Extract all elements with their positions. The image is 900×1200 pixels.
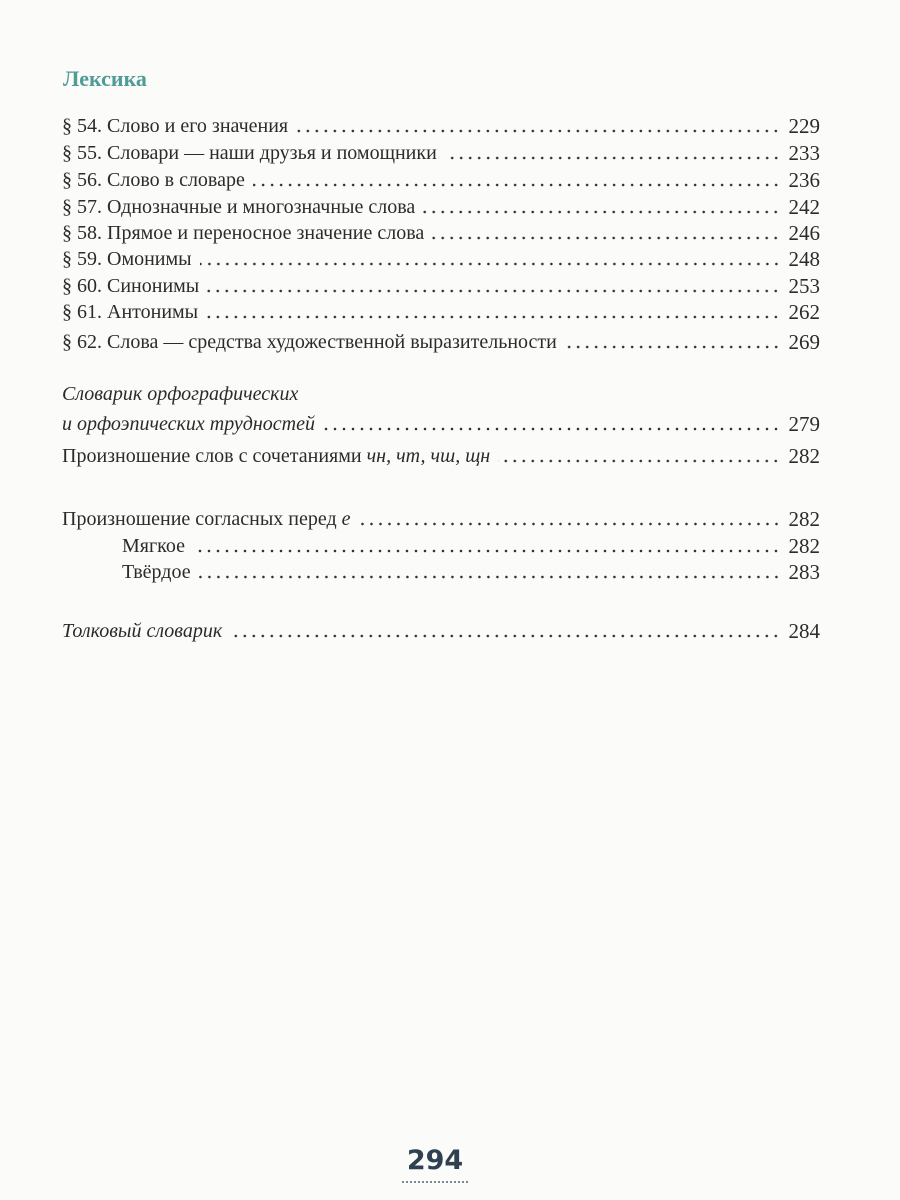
toc-entry-page: 282 xyxy=(788,444,820,468)
toc-entry-label: Толковый словарик xyxy=(62,620,223,642)
dot-leader xyxy=(432,236,780,240)
toc-entry-page: 242 xyxy=(788,195,820,219)
toc-entry-page: 248 xyxy=(788,247,820,271)
toc-entry-page: 282 xyxy=(788,534,820,558)
toc-entry-page: 233 xyxy=(788,141,820,165)
letter-e: е xyxy=(341,508,351,530)
toc-entry-page: 282 xyxy=(788,507,820,531)
toc-entry-label: Мягкое xyxy=(122,535,186,557)
toc-entry-label xyxy=(62,507,351,531)
toc-entry-page: 229 xyxy=(788,114,820,138)
toc-entry-label: § 62. Слова — средства художественной выразительности xyxy=(62,331,557,353)
toc-entry-label: § 57. Однозначные и многозначные слова xyxy=(62,196,416,218)
dot-leader xyxy=(199,575,781,579)
dot-leader xyxy=(323,427,781,431)
toc-entry-label: § 58. Прямое и переносное значение слова xyxy=(62,222,425,244)
toc-entry[interactable] xyxy=(62,166,820,192)
toc-entry[interactable] xyxy=(62,328,820,354)
dot-leader xyxy=(423,210,780,214)
toc-entry-page: 283 xyxy=(788,560,820,584)
spelling-dict-title-line1: Словарик орфографических xyxy=(62,383,299,405)
section-heading: Лексика xyxy=(63,66,147,91)
toc-entry[interactable] xyxy=(62,112,820,138)
toc-entry-page: 284 xyxy=(788,619,820,643)
toc-entry[interactable] xyxy=(62,193,820,219)
dot-leader xyxy=(230,634,780,638)
toc-entry-label: § 60. Синонимы xyxy=(62,275,200,297)
toc-entry-label: § 59. Омонимы xyxy=(62,248,192,270)
dot-leader xyxy=(193,549,780,553)
toc-entry-spelling-dict[interactable] xyxy=(62,410,820,436)
toc-entry[interactable] xyxy=(62,219,820,245)
dot-leader xyxy=(565,345,781,349)
page-number-underline xyxy=(402,1181,468,1185)
dot-leader xyxy=(359,522,781,526)
toc-entry-page: 253 xyxy=(788,274,820,298)
toc-entry-page: 246 xyxy=(788,221,820,245)
toc-entry-label: Твёрдое xyxy=(122,561,191,583)
toc-entry-pronunciation-combos[interactable] xyxy=(62,442,820,468)
dot-leader xyxy=(296,129,780,133)
dot-leader xyxy=(200,262,781,266)
toc-entry-consonants-before-e[interactable] xyxy=(62,505,820,531)
toc-entry-page: 236 xyxy=(788,168,820,192)
toc-entry-label: § 54. Слово и его значения xyxy=(62,115,289,137)
dot-leader xyxy=(207,289,780,293)
letter-combos: чн, чт, чш, щн xyxy=(366,445,491,467)
dot-leader xyxy=(253,183,781,187)
toc-entry-explanatory-dict[interactable] xyxy=(62,617,820,643)
toc-subentry[interactable] xyxy=(122,532,820,558)
toc-entry-label: § 56. Слово в словаре xyxy=(62,169,245,191)
label-text: Произношение слов с сочетаниями xyxy=(62,445,362,467)
toc-entry[interactable] xyxy=(62,298,820,324)
label-text: Произношение согласных перед xyxy=(62,508,337,530)
toc-entry-label: § 55. Словари — наши друзья и помощники xyxy=(62,142,437,164)
toc-entry-page: 262 xyxy=(788,300,820,324)
toc-entry-page: 269 xyxy=(788,330,820,354)
page-number: 294 xyxy=(406,1145,464,1176)
dot-leader xyxy=(498,459,780,463)
toc-entry[interactable] xyxy=(62,139,820,165)
dot-leader xyxy=(445,156,781,160)
toc-entry[interactable] xyxy=(62,245,820,271)
toc-entry-label: и орфоэпических трудностей xyxy=(62,413,315,435)
toc-entry-label xyxy=(62,444,490,468)
dot-leader xyxy=(206,315,780,319)
toc-entry[interactable] xyxy=(62,272,820,298)
toc-entry-label: § 61. Антонимы xyxy=(62,301,199,323)
toc-entry-page: 279 xyxy=(788,412,820,436)
toc-subentry[interactable] xyxy=(122,558,820,584)
